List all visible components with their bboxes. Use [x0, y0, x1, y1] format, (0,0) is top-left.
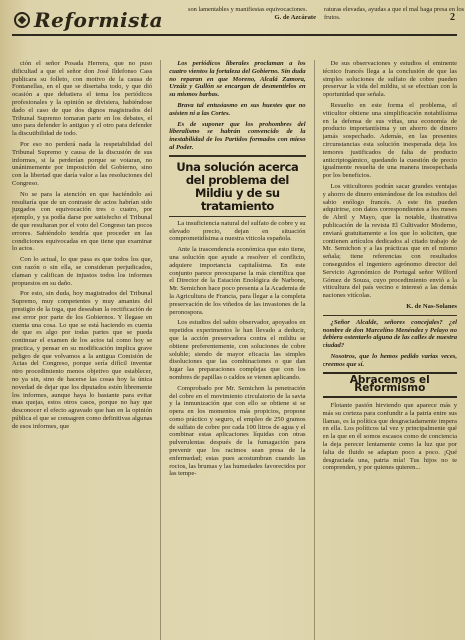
- article-paragraph: Por esto, sin duda, hoy magistrados del Tribunal Supremo, muy competentes y muy amantes del prestigio de la toga, que deseaban la rectificación de ese error por parte de los Gobiernos. Y llegase en cuenta una cosa. Lo que se está haciendo es cuenta de que es algo por todas partes que se pueda continuar el examen de los actos tal como hoy se practica, y pensar en su modificación implica grave peligro de que volvamos a la antigua Comisión de Actas del Congreso, porque sería difícil inventar otro procedimiento menos objetivo que establecer, no ya sin, sino de hacerse las cosas hoy la única novedad de dejar que los diputados estén libremente los informes, aunque haya lo bastante para evitar esas quejas, estos otros casos, porque no hay que desconocer el efecto agravado que han en la opinión pública el que se consagren como definitivas algunas de esos informes, que: [12, 290, 153, 430]
- page-number: 2: [450, 12, 455, 23]
- note-paragraph: Nosotros, que lo hemos pedido varias veces, creemos que sí.: [322, 352, 457, 368]
- masthead-title: Reformista: [34, 8, 164, 32]
- article-paragraph: Ante la trascendencia económica que esto tiene, una solución que ayude a resolver el conflicto, adquiere importancia capitalísima. En este conjunto parece preocuparse la más científica que el Director de la Estación Enológica de Narbone, Mr. Semichon hace poco presenta a la Academia de la Agricultura de Francia, para llegar a la completa preservación de los viñedos de las invasiones de la peronospora.: [169, 246, 306, 316]
- header-column-middle: [188, 6, 316, 25]
- header-middle-signature: G. de Azcárate: [274, 13, 316, 21]
- article-paragraph: Flotante pasión hirviendo que aparece más y más su corteza para confundir a la patria entre sus llamas, es la política que desgraciadamente impera en ella. Los políticos tal vez y principalmente qué en la que en él somos escasos como de conciencia la deja perecer lentamente como la luz que por falta de fluido se adaptan poco a poco. ¡Qué desgraciada una, patria mía! Tus hijos no te comprenden, y por quienes quieren...: [322, 402, 457, 472]
- article-paragraph: Los estudios del sabio observador, apoyados en repetidos experimentos le han llevado a deducir, que la acción preservadora contra el mildiu se obtiene preferentemente, con soluciones de cobre soluble; siendo de mayor eficacia las simples disoluciones que las combinaciones o que dan lugar las preparaciones complejas que con los nombres de papillas o caldos se vienen aplicando.: [169, 319, 306, 381]
- columns: [12, 60, 457, 640]
- section-rule: [169, 216, 305, 217]
- section-title: Una solución acerca del problema del Mildiu y de su tratamiento: [176, 159, 299, 213]
- article-paragraph: La insuficiencia natural del sulfato de cobre y su elevado precio, dejan en situación comprometidísima a nuestra viticola española.: [169, 219, 306, 243]
- masthead: [14, 8, 184, 32]
- note-paragraph: Los periódicos liberales proclaman a los cuatro vientos la fortaleza del Gobierno. Sin duda no reparan en que Moreno, Alcalá Zamora, Urzáiz y Gullón se encargan de desmentirlos en su mismos barbas.: [169, 60, 306, 99]
- page-header: [12, 4, 465, 52]
- note-paragraph: Es de suponer que los prohombres del liberalismo se habrán convencido de la inestabilidad de los Partidos formados con mieso al Poder.: [169, 120, 306, 151]
- article-paragraph: Los viticultores podrán sacar grandes ventajas y ahorro de dinero enterándose de los estudios del sabio enólogo francés. A este fin pueden adquirirse, con datos correspondientes a los meses de Abril y Mayo, que la notable, ilustrativa publicación de la revista El Cultivador Moderno, enviará gratuitamente a los que lo soliciten, que contienen artículos dedicados al citado trabajo de Mr. Semichon y a las prácticas que en el mismo señala; tiene referencias con resultados conseguidos el ingeniero agrónomo director del Servicio Agronómico de Portugal señor Wilford Gómez de Souza, cuyo procedimiento envió a la viticultura del país vecino e interesó a las demás naciones vitícolas.: [322, 182, 457, 300]
- column-divider: [160, 60, 161, 640]
- header-right-text: raturas elevadas, ayudas a que el mal haga presa en los frutos.: [324, 6, 465, 21]
- boxed-title: Abracemos el Reformismo: [323, 372, 457, 398]
- question-note: [323, 319, 457, 369]
- article-paragraph: Por eso no perderá nada la respetabilidad del Tribunal Supremo y causa de la discusión de sus informes, si la perderían porque se votaran, no unánimemente por imposición del Gobierno, sino con la libertad que daría valor a las resoluciones del Congreso.: [12, 140, 153, 187]
- article-paragraph: ción el señor Posada Herrera, que no puso dificultad a que el señor don José Ildefonso Cass publicara su folleto, con motivo de la causa de Fontanellas, en el que se disertaba todo, y que dió ocasión a que debatiera el tema los periódicos profesionales y la opinión se divisiera, habiéndose dado el caso de que dos dignos magistrados del Tribunal Supremo tomaran parte en los debates, el uno para defender lo antiguo y el otro para defender la discutibilidad de todo.: [12, 60, 153, 138]
- article-paragraph: No se para la atención en que haciéndolo así resultaría que de un contraste de actos habrían sido juzgados con equivocación tres o cuatro, por ejemplo, y ya podía darse por satisfecho el Tribunal de que resultaran por el voto del Congreso tan pocos errores. Sabiéndolo tendría que proceder en las condiciones equivocadas en que tiene que examinar lo actos.: [12, 190, 153, 253]
- article-signature: K. de Nas-Solanes: [406, 302, 457, 310]
- section-rule: [169, 155, 305, 157]
- article-paragraph: De sus observaciones y estudios el eminente técnico francés llega a la conclusión de que las simples soluciones de sulfato de cobre pueden preservar la vida del mildiu, si se efectúan con la oportunidad que señala.: [322, 60, 457, 99]
- header-middle-text: son lamentables y manifiestas equivocaciones.: [188, 6, 308, 13]
- column-divider: [314, 60, 315, 640]
- column-3: [323, 60, 457, 640]
- column-2: [169, 60, 305, 640]
- article-paragraph: Resuelto en este forma el problema, el viticultor obtiene una simplificación notabilísima en la defensa de sus viñas, una economía de producto importantísima y un ahorro de dinero jamás sospechado. Además, en las presentes circunstancias esta solución inesperada deja los temores justificados de falta de producto anticriptogámico, quedando la cuestión de precio igualmente resuelta de una manera insospechada por los beneficios.: [322, 101, 457, 180]
- header-rule: [12, 34, 457, 36]
- editorial-note: [169, 60, 305, 152]
- article-paragraph: Con lo actual, lo que pasa es que todos los que, con razón o sin ella, se consideran perjudicados, claman y califican de injustos todos los informes propuestos en su daño.: [12, 256, 153, 287]
- section-rule: [323, 315, 457, 316]
- column-1: [12, 60, 152, 640]
- article-paragraph: Comprobado por Mr. Semichon la penetración del cobre en el movimiento circulatorio de la savia y la inmunización que con ello se obtiene si se opera en los momentos más propicios, propone como práctico y seguro, el empleo de 250 gramos de sulfato de cobre por cada 100 litros de agua y el combinar estas aplicaciones líquidas con otras pulverulentas después de la fumagación para prevenir que los racimos sean presa de la enfermedad; estas pues acostumbran cuando las rocios, las brumas y las humedades favorecidos por las tempe-: [169, 384, 306, 478]
- header-column-right: [324, 6, 464, 21]
- crest-icon: [14, 12, 30, 28]
- note-paragraph: ¿Señor Alcalde, señores concejales? ¿el nombre de don Marcelino Menéndez y Pelayo no debiera ostentarlo alguna de las calles de nuestra ciudad?: [322, 318, 457, 350]
- note-paragraph: Brava tal entusiasmo en sus huestes que no asisten ni a las Cortes.: [169, 101, 306, 117]
